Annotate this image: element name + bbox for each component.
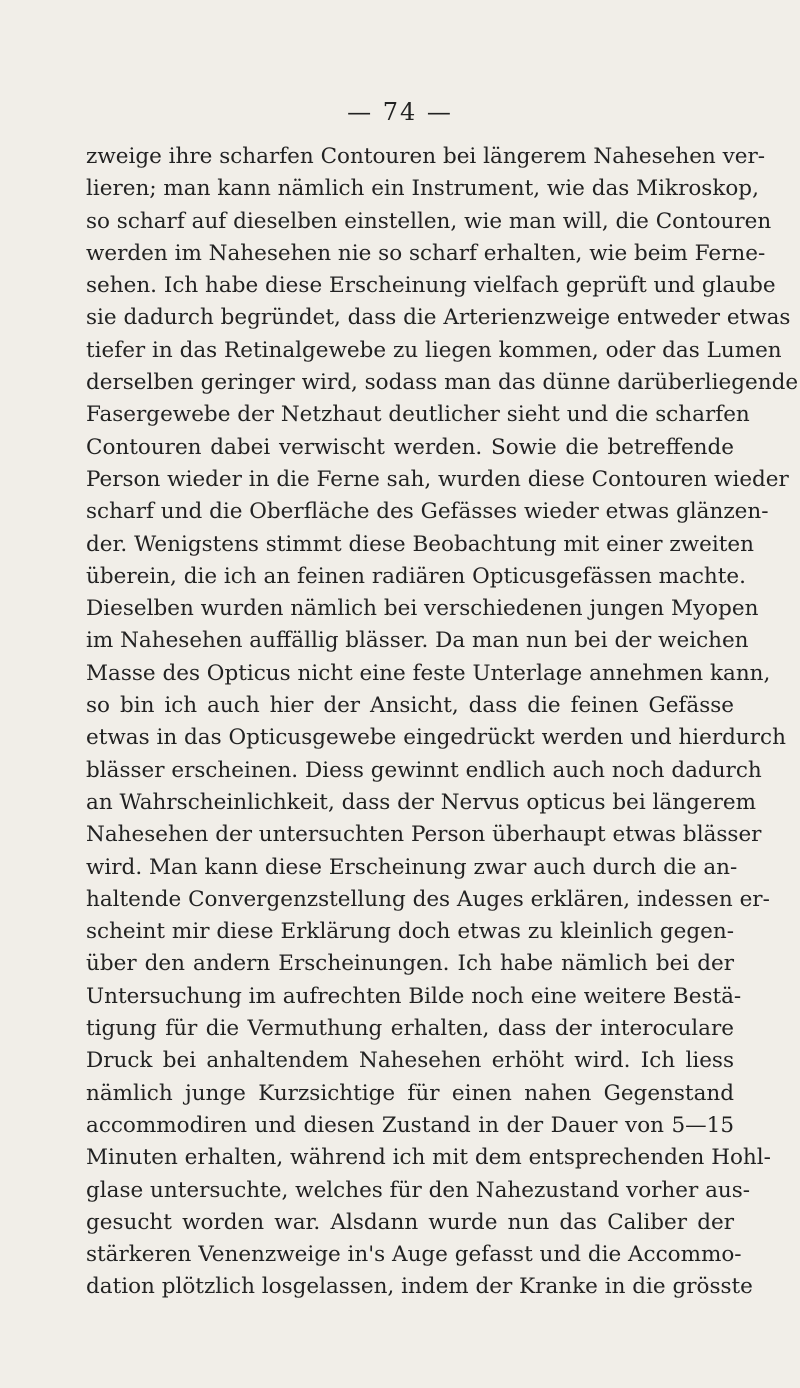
text-line: Masse des Opticus nicht eine feste Unterlage annehmen kann, (86, 660, 771, 686)
text-line: dation plötzlich losgelassen, indem der Kranke in die grösste (86, 1274, 753, 1300)
text-line: Untersuchung im aufrechten Bilde noch eine weitere Bestä- (86, 983, 742, 1009)
text-line: blässer erscheinen. Diess gewinnt endlich auch noch dadurch (86, 757, 762, 783)
text-line: Nahesehen der untersuchten Person überhaupt etwas blässer (86, 822, 762, 848)
text-line: Person wieder in die Ferne sah, wurden diese Contouren wieder (86, 466, 789, 492)
text-line: im Nahesehen auffällig blässer. Da man nun bei der weichen (86, 628, 749, 654)
text-line: gesucht worden war. Alsdann wurde nun das Caliber der (86, 1209, 734, 1235)
text-line: scharf und die Oberfläche des Gefässes wieder etwas glänzen- (86, 499, 769, 525)
text-line: stärkeren Venenzweige in's Auge gefasst und die Accommo- (86, 1242, 742, 1268)
text-line: zweige ihre scharfen Contouren bei längerem Nahesehen ver- (86, 144, 766, 169)
text-line: werden im Nahesehen nie so scharf erhalten, wie beim Ferne- (86, 240, 766, 266)
text-line: Contouren dabei verwischt werden. Sowie die betreffende (86, 434, 734, 460)
text-line: Fasergewebe der Netzhaut deutlicher sieht und die scharfen (86, 402, 750, 428)
text-line: tigung für die Vermuthung erhalten, dass der interoculare (86, 1016, 734, 1042)
text-line: Druck bei anhaltendem Nahesehen erhöht wird. Ich liess (86, 1048, 734, 1074)
text-line: derselben geringer wird, sodass man das dünne darüberliegende (86, 370, 799, 396)
text-line: accommodiren und diesen Zustand in der Dauer von 5—15 (86, 1112, 734, 1138)
text-line: etwas in das Opticusgewebe eingedrückt werden und hierdurch (86, 725, 786, 751)
text-line: der. Wenigstens stimmt diese Beobachtung mit einer zweiten (86, 531, 754, 557)
text-line: haltende Convergenzstellung des Auges erklären, indessen er- (86, 886, 770, 912)
text-line: lieren; man kann nämlich ein Instrument, wie das Mikroskop, (86, 176, 759, 202)
text-line: Dieselben wurden nämlich bei verschiedenen jungen Myopen (86, 596, 759, 622)
text-line: scheint mir diese Erklärung doch etwas zu kleinlich gegen- (86, 919, 734, 945)
text-line: nämlich junge Kurzsichtige für einen nahen Gegenstand (86, 1080, 734, 1106)
text-line: sie dadurch begründet, dass die Arterienzweige entweder etwas (86, 305, 791, 331)
text-line: überein, die ich an feinen radiären Opticusgefässen machte. (86, 563, 746, 589)
text-line: sehen. Ich habe diese Erscheinung vielfach geprüft und glaube (86, 273, 776, 299)
text-line: Minuten erhalten, während ich mit dem entsprechenden Hohl- (86, 1145, 771, 1171)
page-number: — 74 — (347, 98, 453, 126)
text-line: an Wahrscheinlichkeit, dass der Nervus opticus bei längerem (86, 789, 756, 815)
text-line: wird. Man kann diese Erscheinung zwar auch durch die an- (86, 854, 738, 880)
body-text (86, 141, 799, 1304)
text-line: so bin ich auch hier der Ansicht, dass die feinen Gefässe (86, 693, 734, 719)
text-line: tiefer in das Retinalgewebe zu liegen kommen, oder das Lumen (86, 337, 782, 363)
text-line: so scharf auf dieselben einstellen, wie man will, die Contouren (86, 208, 772, 234)
text-line: glase untersuchte, welches für den Nahezustand vorher aus- (86, 1177, 751, 1203)
text-line: über den andern Erscheinungen. Ich habe nämlich bei der (86, 951, 734, 977)
